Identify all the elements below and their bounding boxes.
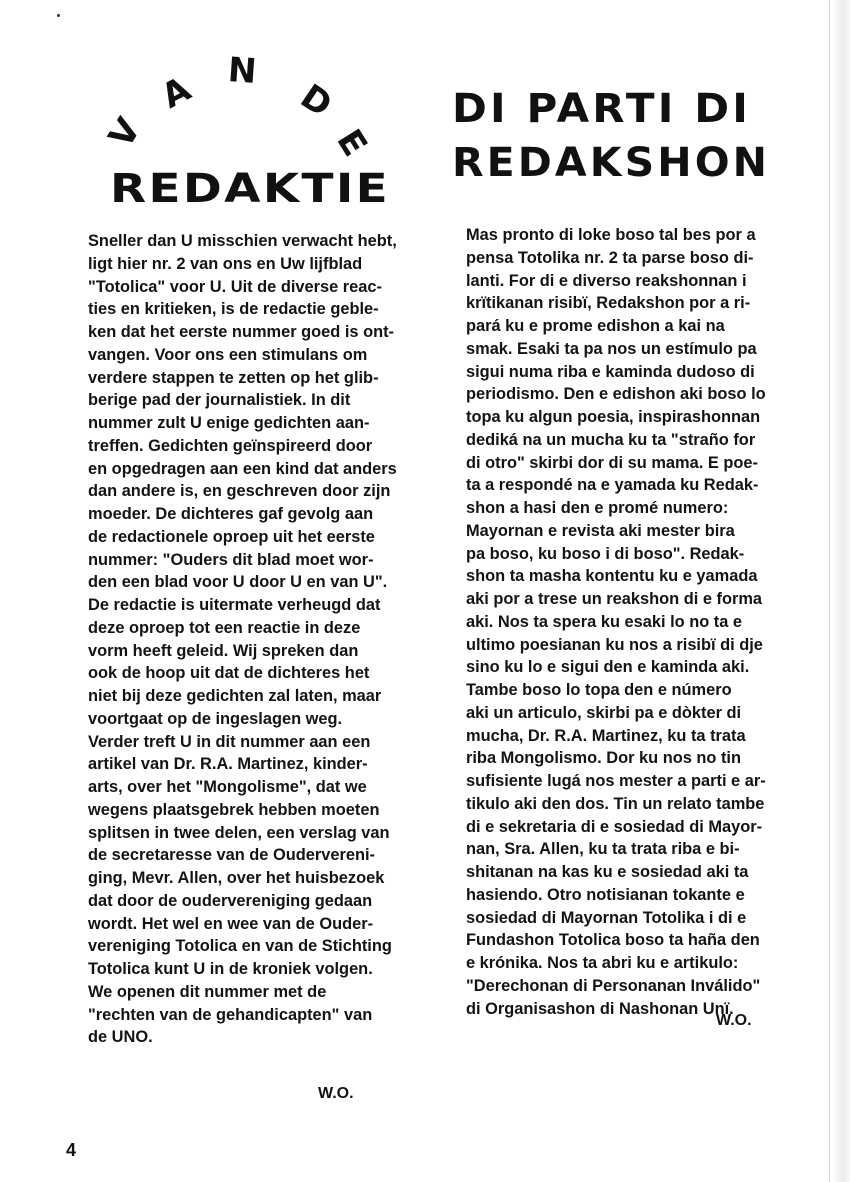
page-edge-shadow <box>832 0 850 1182</box>
dutch-text-line: ging, Mevr. Allen, over het huisbezoek <box>88 869 385 887</box>
papiamento-text-line: e krónika. Nos ta abri ku e artikulo: <box>466 954 739 972</box>
dutch-text-line: nummer: "Ouders dit blad moet wor- <box>88 550 374 569</box>
papiamento-text-line: sosiedad di Mayornan Totolika i di e <box>466 908 747 927</box>
heading-di-parti-di: DI PARTI DI <box>452 86 752 132</box>
papiamento-text-line: shitanan na kas ku e sosiedad aki ta <box>466 863 749 881</box>
arc-letter-v: V <box>101 111 150 155</box>
dutch-text-line: vangen. Voor ons een stimulans om <box>88 345 368 364</box>
dutch-text-line: dat door de oudervereniging gedaan <box>88 891 373 910</box>
papiamento-text-line: sino ku lo e sigui den e kaminda aki. <box>466 658 750 677</box>
papiamento-text-line: mucha, Dr. R.A. Martinez, ku ta trata <box>466 726 746 745</box>
papiamento-text-line: pa boso, ku boso i di boso". Redak- <box>466 544 745 563</box>
papiamento-text-line: dediká na un mucha ku ta "straño for <box>466 430 756 449</box>
dutch-text-line: artikel van Dr. R.A. Martinez, kinder- <box>88 755 368 774</box>
dutch-text-line: "Totolica" voor U. Uit de diverse reac- <box>88 277 382 296</box>
papiamento-text-line: Tambe boso lo topa den e número <box>466 681 732 699</box>
arc-letter-d: D <box>293 76 340 126</box>
dutch-text-line: verdere stappen te zetten op het glib- <box>88 368 379 387</box>
papiamento-text-line: krïtikanan risibï, Redakshon por a ri- <box>466 294 751 313</box>
dutch-text-line: arts, over het "Mongolisme", dat we <box>88 778 367 796</box>
dutch-text-line: den een blad voor U door U en van U". <box>88 573 388 592</box>
dutch-signature: W.O. <box>318 1085 354 1102</box>
papiamento-text-line: di e sekretaria di e sosiedad di Mayor- <box>466 817 763 836</box>
papiamento-text-line: sufisiente lugá nos mester a parti e ar- <box>466 772 766 790</box>
papiamento-text-line: shon ta masha kontentu ku e yamada <box>466 567 758 586</box>
dutch-text-line: "rechten van de gehandicapten" van <box>88 1005 373 1024</box>
papiamento-text-line: Fundashon Totolica boso ta haña den <box>466 931 760 950</box>
papiamento-text-line: lanti. For di e diverso reakshonnan i <box>466 271 747 290</box>
papiamento-signature: W.O. <box>716 1012 752 1029</box>
dutch-text-line: dan andere is, en geschreven door zijn <box>88 482 391 501</box>
heading-redakshon: REDAKSHON <box>452 140 771 186</box>
dutch-text-line: en opgedragen aan een kind dat anders <box>88 459 397 478</box>
dutch-text-line: de secretaresse van de Oudervereni- <box>88 846 375 865</box>
arc-letter-e: E <box>328 122 375 164</box>
dutch-text-line: Verder treft U in dit nummer aan een <box>88 732 371 751</box>
dutch-text-line: Totolica kunt U in de kroniek volgen. <box>88 960 373 978</box>
dutch-text-line: de redactionele oproep uit het eerste <box>88 527 375 546</box>
papiamento-text-column <box>466 224 766 1020</box>
dutch-text-line: vereniging Totolica en van de Stichting <box>88 937 392 956</box>
dutch-text-line: ken dat het eerste nummer goed is ont- <box>88 323 395 341</box>
dutch-text-line: ook de hoop uit dat de dichteres het <box>88 664 370 683</box>
papiamento-text-line: pará ku e prome edishon a kai na <box>466 317 725 335</box>
papiamento-text-line: riba Mongolismo. Dor ku nos no tin <box>466 749 741 768</box>
dutch-text-line: vorm heeft geleid. Wij spreken dan <box>88 641 359 660</box>
dutch-text-column <box>88 230 397 1049</box>
papiamento-text-line: di otro" skirbi dor di su mama. E poe- <box>466 453 758 472</box>
papiamento-text-line: pensa Totolika nr. 2 ta parse boso di- <box>466 248 754 267</box>
dutch-text-line: wordt. Het wel en wee van de Ouder- <box>88 914 374 933</box>
papiamento-text-line: Mayornan e revista aki mester bira <box>466 521 735 540</box>
dutch-text-line: deze oproep tot een reactie in deze <box>88 618 361 637</box>
papiamento-text-line: hasiendo. Otro notisianan tokante e <box>466 885 745 904</box>
heading-redaktie: REDAKTIE <box>110 166 391 212</box>
papiamento-text-line: smak. Esaki ta pa nos un estímulo pa <box>466 339 757 358</box>
dutch-text-line: De redactie is uitermate verheugd dat <box>88 596 381 614</box>
papiamento-text-line: sigui numa riba e kaminda dudoso di <box>466 362 755 381</box>
arc-letter-a: A <box>155 69 198 117</box>
papiamento-text-line: ultimo poesianan ku nos a risibï di dje <box>466 635 763 654</box>
papiamento-text-line: aki. Nos ta spera ku esaki lo no ta e <box>466 612 743 631</box>
dutch-text-line: Sneller dan U misschien verwacht hebt, <box>88 232 397 250</box>
dutch-text-line: niet bij deze gedichten zal laten, maar <box>88 687 382 705</box>
papiamento-text-line: Mas pronto di loke boso tal bes por a <box>466 226 756 244</box>
dutch-text-line: We openen dit nummer met de <box>88 982 327 1001</box>
dutch-text-line: wegens plaatsgebrek hebben moeten <box>88 800 380 819</box>
papiamento-text-line: di Organisashon di Nashonan Unï. <box>466 999 734 1018</box>
page-number: 4 <box>66 1140 77 1160</box>
speck <box>57 14 60 17</box>
dutch-text-line: treffen. Gedichten geïnspireerd door <box>88 436 373 455</box>
papiamento-text-line: topa ku algun poesia, inspirashonnan <box>466 408 761 426</box>
arc-letter-n: N <box>226 50 258 92</box>
papiamento-text-line: aki un articulo, skirbi pa e dòkter di <box>466 703 742 722</box>
dutch-text-line: voortgaat op de ingeslagen weg. <box>88 709 343 728</box>
dutch-text-line: ligt hier nr. 2 van ons en Uw lijfblad <box>88 254 363 273</box>
papiamento-text-line: shon a hasi den e promé numero: <box>466 499 729 517</box>
papiamento-text-line: aki por a trese un reakshon di e forma <box>466 590 763 608</box>
dutch-text-line: ties en kritieken, is de redactie geble- <box>88 300 379 319</box>
papiamento-text-line: nan, Sra. Allen, ku ta trata riba e bi- <box>466 840 740 859</box>
papiamento-text-line: tikulo aki den dos. Tin un relato tambe <box>466 794 765 813</box>
dutch-text-line: nummer zult U enige gedichten aan- <box>88 414 370 432</box>
dutch-text-line: de UNO. <box>88 1028 153 1047</box>
page-edge-line <box>829 0 830 1182</box>
papiamento-text-line: "Derechonan di Personanan Inválido" <box>466 976 761 995</box>
dutch-text-line: splitsen in twee delen, een verslag van <box>88 823 390 842</box>
dutch-text-line: berige pad der journalistiek. In dit <box>88 391 351 410</box>
papiamento-text-line: periodismo. Den e edishon aki boso lo <box>466 385 766 404</box>
dutch-text-line: moeder. De dichteres gaf gevolg aan <box>88 505 374 523</box>
papiamento-text-line: ta a respondé na e yamada ku Redak- <box>466 476 759 495</box>
